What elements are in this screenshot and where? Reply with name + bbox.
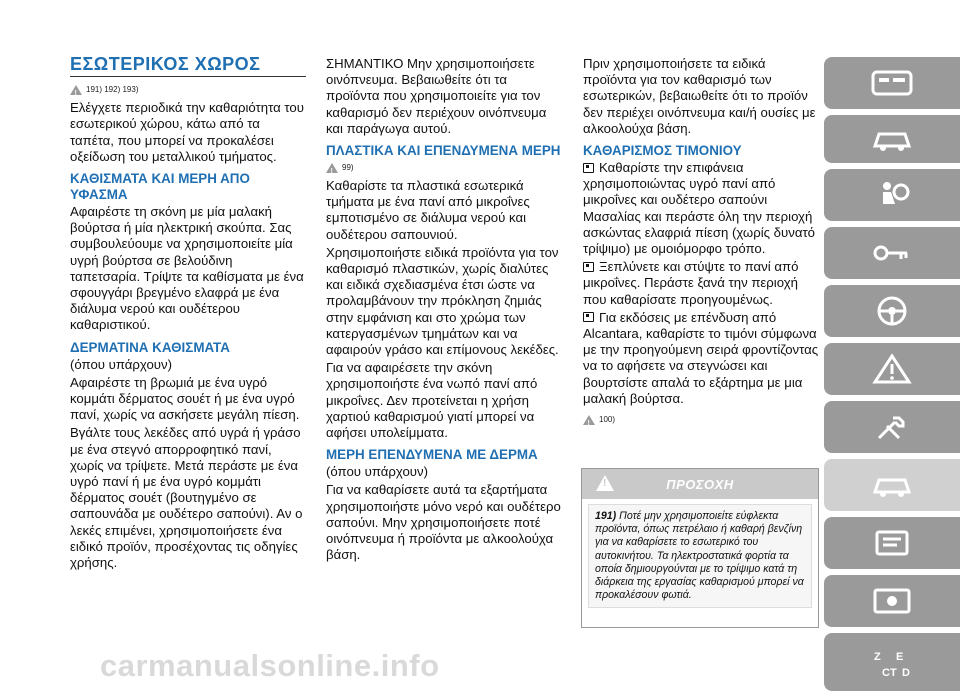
bullet-icon (583, 163, 594, 173)
column-3 (583, 56, 820, 430)
tab-emergency[interactable] (824, 343, 960, 395)
key-start-icon (869, 236, 915, 270)
important-text: ΣΗΜΑΝΤΙΚΟ Μην χρησιμοποιήσετε οινόπνευμα. Βεβαιωθείτε ότι τα προϊόντα που χρησιμοποιείτε για τον καθαρισμό δεν περιέχουν οινόπνευμα και παράγωγα αυτού. (326, 56, 547, 136)
bullet-icon (583, 312, 594, 322)
airbag-icon (869, 178, 915, 212)
heading-leather-seats: ΔΕΡΜΑΤΙΝΑ ΚΑΘΙΣΜΑΤΑ (70, 339, 230, 355)
svg-text:E: E (896, 651, 904, 663)
leather-parts-subtitle: (όπου υπάρχουν) (326, 464, 429, 480)
tab-car-info[interactable] (824, 115, 960, 163)
wheel-bullet-2 (583, 259, 820, 308)
heading-steering-wheel: ΚΑΘΑΡΙΣΜΟΣ ΤΙΜΟΝΙΟΥ (583, 143, 742, 159)
warning-ref-100 (583, 413, 820, 427)
tab-multimedia[interactable] (824, 575, 960, 627)
attention-header (582, 469, 818, 499)
column-2 (326, 56, 563, 565)
svg-text:D: D (902, 667, 910, 679)
intro-text: Ελέγχετε περιοδικά την καθαριότητα του εσωτερικού χώρου, κάτω από τα ταπέτα, που μπορεί να προκαλέσει οξείδωση του μεταλλικού τμήματος. (70, 100, 304, 164)
attention-number: 191) (595, 510, 617, 522)
tab-service[interactable] (824, 401, 960, 453)
bullet-icon (583, 262, 594, 272)
plastic-text-1: Καθαρίστε τα πλαστικά εσωτερικά τμήματα με ένα πανί από μικροΐνες εμποτισμένο σε διάλυμα νερού και ουδέτερου σαπουνιού. (326, 178, 530, 242)
warning-icon (326, 163, 338, 173)
service-tools-icon (869, 410, 915, 444)
tab-maintenance[interactable] (824, 459, 960, 511)
title-divider (70, 76, 306, 77)
svg-text:CT: CT (882, 667, 897, 679)
warning-triangle-icon (869, 352, 915, 386)
steering-wheel-icon (869, 294, 915, 328)
multimedia-icon (869, 584, 915, 618)
attention-box (581, 468, 819, 628)
technical-data-icon (869, 526, 915, 560)
wheel-bullet-3 (583, 310, 820, 407)
car-dashboard-icon (869, 66, 915, 100)
leather-text-2: Βγάλτε τους λεκέδες από υγρά ή γράσο με ένα στεγνό απορροφητικό πανί, χωρίς να τρίψετε. Μετά περάστε με ένα υγρό πανί ή με ένα υγρό κομμάτι δέρματος σουέτ (βουτηγμένο σε σαπουνάδα με ουδέτερο σαπούνι). Αν ο λεκές επιμένει, χρησιμοποιήσετε ένα ειδικό προϊόν, προσέχοντας τις οδηγίες χρήσης. (70, 425, 303, 571)
tab-starting[interactable] (824, 227, 960, 279)
bullet-2-text: Ξεπλύνετε και στύψτε το πανί από μικροΐνες. Περάστε ξανά την περιοχή που καθαρίσατε προηγουμένως. (583, 259, 799, 307)
wheel-bullet-1 (583, 160, 820, 257)
tab-driving[interactable] (824, 285, 960, 337)
watermark: carmanualsonline.info (100, 648, 440, 683)
leather-subtitle: (όπου υπάρχουν) (70, 356, 173, 372)
svg-text:Z: Z (874, 651, 881, 663)
bullet-3-text: Για εκδόσεις με επένδυση από Alcantara, καθαρίστε το τιμόνι σύμφωνα με την προηγούμενη σειρά φροντίζοντας να το αφήσετε να στεγνώσει και βουρτσίστε απαλά το εξάρτημα με μια μαλακή βούρτσα. (583, 309, 819, 406)
tab-index[interactable] (824, 633, 960, 691)
ref-label: 100) (599, 414, 616, 424)
plastic-text-3: Για να αφαιρέσετε την σκόνη χρησιμοποιήστε ένα νωπό πανί από μικροΐνες. Δεν προτείνεται η χρήση χαρτιού καθαρισμού γιατί μπορεί να αφήσει υπολείμματα. (326, 360, 538, 441)
warning-refs (70, 83, 306, 97)
heading-leather-parts: ΜΕΡΗ ΕΠΕΝΔΥΜΕΝΑ ΜΕ ΔΕΡΜΑ (326, 447, 538, 463)
car-maintenance-icon (869, 468, 915, 502)
warning-icon (70, 85, 82, 95)
ref-label: 99) (342, 162, 354, 172)
seats-text: Αφαιρέστε τη σκόνη με μία μαλακή βούρτσα ή μία ηλεκτρική σκούπα. Σας συμβουλεύουμε να χρησιμοποιείτε μία υγρή βούρτσα σε βελούδινη ταπετσαρία. Τρίψτε τα καθίσματα με ένα σφουγγάρι βρεγμένο ελαφρά με ένα διάλυμα νερού και ουδέτερου καθαριστικού. (70, 204, 304, 333)
attention-text: Ποτέ μην χρησιμοποιείτε εύφλεκτα προϊόντα, όπως πετρέλαιο ή καθαρή βενζίνη για να καθαρίσετε το εσωτερικό του αυτοκινήτου. Τα ηλεκτροστατικά φορτία τα οποία δημιουργούνται με το τρίψιμο κατά τη διάρκεια της εργασίας καθαρισμού μπορεί να προκαλέσουν φωτιά. (595, 510, 804, 602)
bullet-1-text: Καθαρίστε την επιφάνεια χρησιμοποιώντας υγρό πανί από μικροΐνες και ουδέτερο σαπούνι Μασαλίας και περάστε όλη την περιοχή ασκώντας ελαφριά πίεση (χωρίς δυνατό τρίψιμο) με ομοιόμορφο τρόπο. (583, 160, 815, 257)
tab-technical-data[interactable] (824, 517, 960, 569)
tab-safety[interactable] (824, 169, 960, 221)
heading-seats: ΚΑΘΙΣΜΑΤΑ ΚΑΙ ΜΕΡΗ ΑΠΟ ΥΦΑΣΜΑ (70, 171, 250, 203)
attention-body (588, 504, 812, 608)
plastic-text-2: Χρησιμοποιήστε ειδικά προϊόντα για τον καθαρισμό πλαστικών, χωρίς διαλύτες και ειδικά σχεδιασμένα έτσι ώστε να προλαμβάνουν την πρόκληση ζημιάς στην εμφάνιση και στο χρώμα των κατεργασμένων τμημάτων και να αφαιρούν γράσο και επίμονους λεκέδες. (326, 244, 559, 358)
warning-icon (583, 415, 595, 425)
heading-plastic: ΠΛΑΣΤΙΚΑ ΚΑΙ ΕΠΕΝΔΥΜΕΝΑ ΜΕΡΗ (326, 143, 561, 159)
attention-title: ΠΡΟΣΟΧΗ (666, 476, 734, 492)
leather-parts-text: Για να καθαρίσετε αυτά τα εξαρτήματα χρησιμοποιήστε μόνο νερό και ουδέτερο σαπούνι. Μην χρησιμοποιήσετε ποτέ οινόπνευμα ή προϊόντα με αλκοολούχα βάση. (326, 482, 561, 563)
warning-ref-99 (326, 161, 563, 175)
warning-icon (596, 475, 614, 491)
refs-label: 191) 192) 193) (86, 85, 139, 95)
column-1 (70, 56, 306, 573)
car-info-icon (869, 122, 915, 156)
index-icon (869, 645, 915, 679)
leather-text-1: Αφαιρέστε τη βρωμιά με ένα υγρό κομμάτι δέρματος σουέτ ή με ένα υγρό πανί, χωρίς να ασκήσετε μεγάλη πίεση. (70, 374, 300, 423)
tab-dashboard[interactable] (824, 57, 960, 109)
page-title: ΕΣΩΤΕΡΙΚΟΣ ΧΩΡΟΣ (70, 54, 261, 74)
chapter-tabs (824, 57, 960, 697)
col3-intro: Πριν χρησιμοποιήσετε τα ειδικά προϊόντα για τον καθαρισμό των εσωτερικών, βεβαιωθείτε ότι το προϊόν δεν περιέχει οινόπνευμα και/ή ουσίες με αλκοολούχα βάση. (583, 56, 816, 136)
